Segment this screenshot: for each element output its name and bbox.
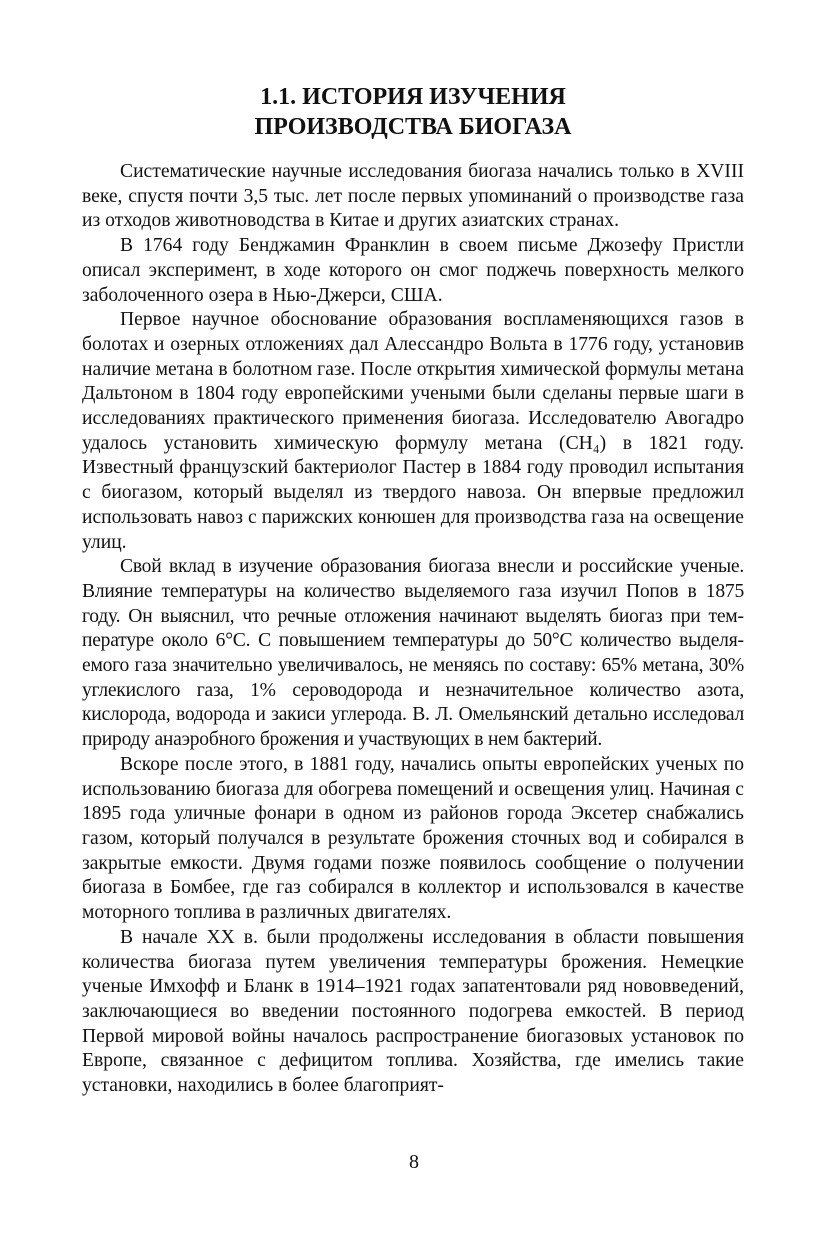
paragraph-6: В начале XX в. были продолжены исследования в области повышения количества биогаза путем увеличения температуры брожения. Немецкие ученые Имхофф и Бланк в 1914–1921 годах запатентовали ряд нововведений, заключающиеся во введении постоянного подогрева емкостей. В период Первой мировой войны началось распространение биогазовых установок по Европе, связанное с дефицитом топлива. Хозяйства, где имелись такие установки, находились в более благоприят-: [82, 926, 744, 1097]
section-title-line-1: 1.1. ИСТОРИЯ ИЗУЧЕНИЯ: [260, 84, 566, 110]
section-title-line-2: ПРОИЗВОДСТВА БИОГАЗА: [254, 114, 572, 140]
paragraph-4: Свой вклад в изучение образования биогаза внесли и российские ученые. Влияние температуры на количество выделяемого газа изучил Попов в 1875 году. Он выяснил, что речные отложения начинают выделять биогаз при температуре около 6°С. С повышением температуры до 50°С количество выделяемого газа значительно увеличивалось, не меняясь по составу: 65% метана, 30% углекислого газа, 1% сероводорода и незначительное количество азота, кислорода, водорода и закиси углерода. В. Л. Омельянский детально исследовал природу анаэробного брожения и участвующих в нем бактерий.: [82, 556, 744, 751]
section-title: [82, 82, 744, 142]
document-page: [82, 82, 744, 1099]
paragraph-2: В 1764 году Бенджамин Франклин в своем письме Джозефу Пристли описал эксперимент, в ходе которого он смог поджечь поверхность мелкого заболоченного озера в Нью-Джерси, США.: [82, 235, 744, 306]
paragraph-5: Вскоре после этого, в 1881 году, начались опыты европейских ученых по использованию биогаза для обогрева помещений и освещения улиц. Начиная с 1895 года уличные фонари в одном из районов города Эксетер снабжались газом, который получался в результате брожения сточных вод и собирался в закрытые емкости. Двумя годами позже появилось сообщение о получении биогаза в Бомбее, где газ собирался в коллектор и использовался в качестве моторного топлива в различных двигателях.: [82, 753, 744, 924]
paragraph-1: Систематические научные исследования биогаза начались только в XVIII веке, спустя почти 3,5 тыс. лет после первых упоминаний о производстве газа из отходов животноводства в Китае и других азиатских странах.: [82, 161, 744, 232]
paragraph-3: Первое научное обоснование образования воспламеняющихся газов в болотах и озерных отложениях дал Алессандро Вольта в 1776 году, установив наличие метана в болотном газе. После открытия химической формулы метана Дальтоном в 1804 году европейскими учеными были сделаны первые шаги в исследованиях практического применения биогаза. Исследователю Авогадро удалось установить химическую формулу метана (CH₄) в 1821 году. Известный французский бактериолог Пастер в 1884 году проводил испытания с биогазом, который выделял из твердого навоза. Он впервые предложил использовать навоз с парижских конюшен для производства газа на освещение улиц.: [82, 309, 744, 553]
page-number: 8: [409, 1151, 419, 1173]
